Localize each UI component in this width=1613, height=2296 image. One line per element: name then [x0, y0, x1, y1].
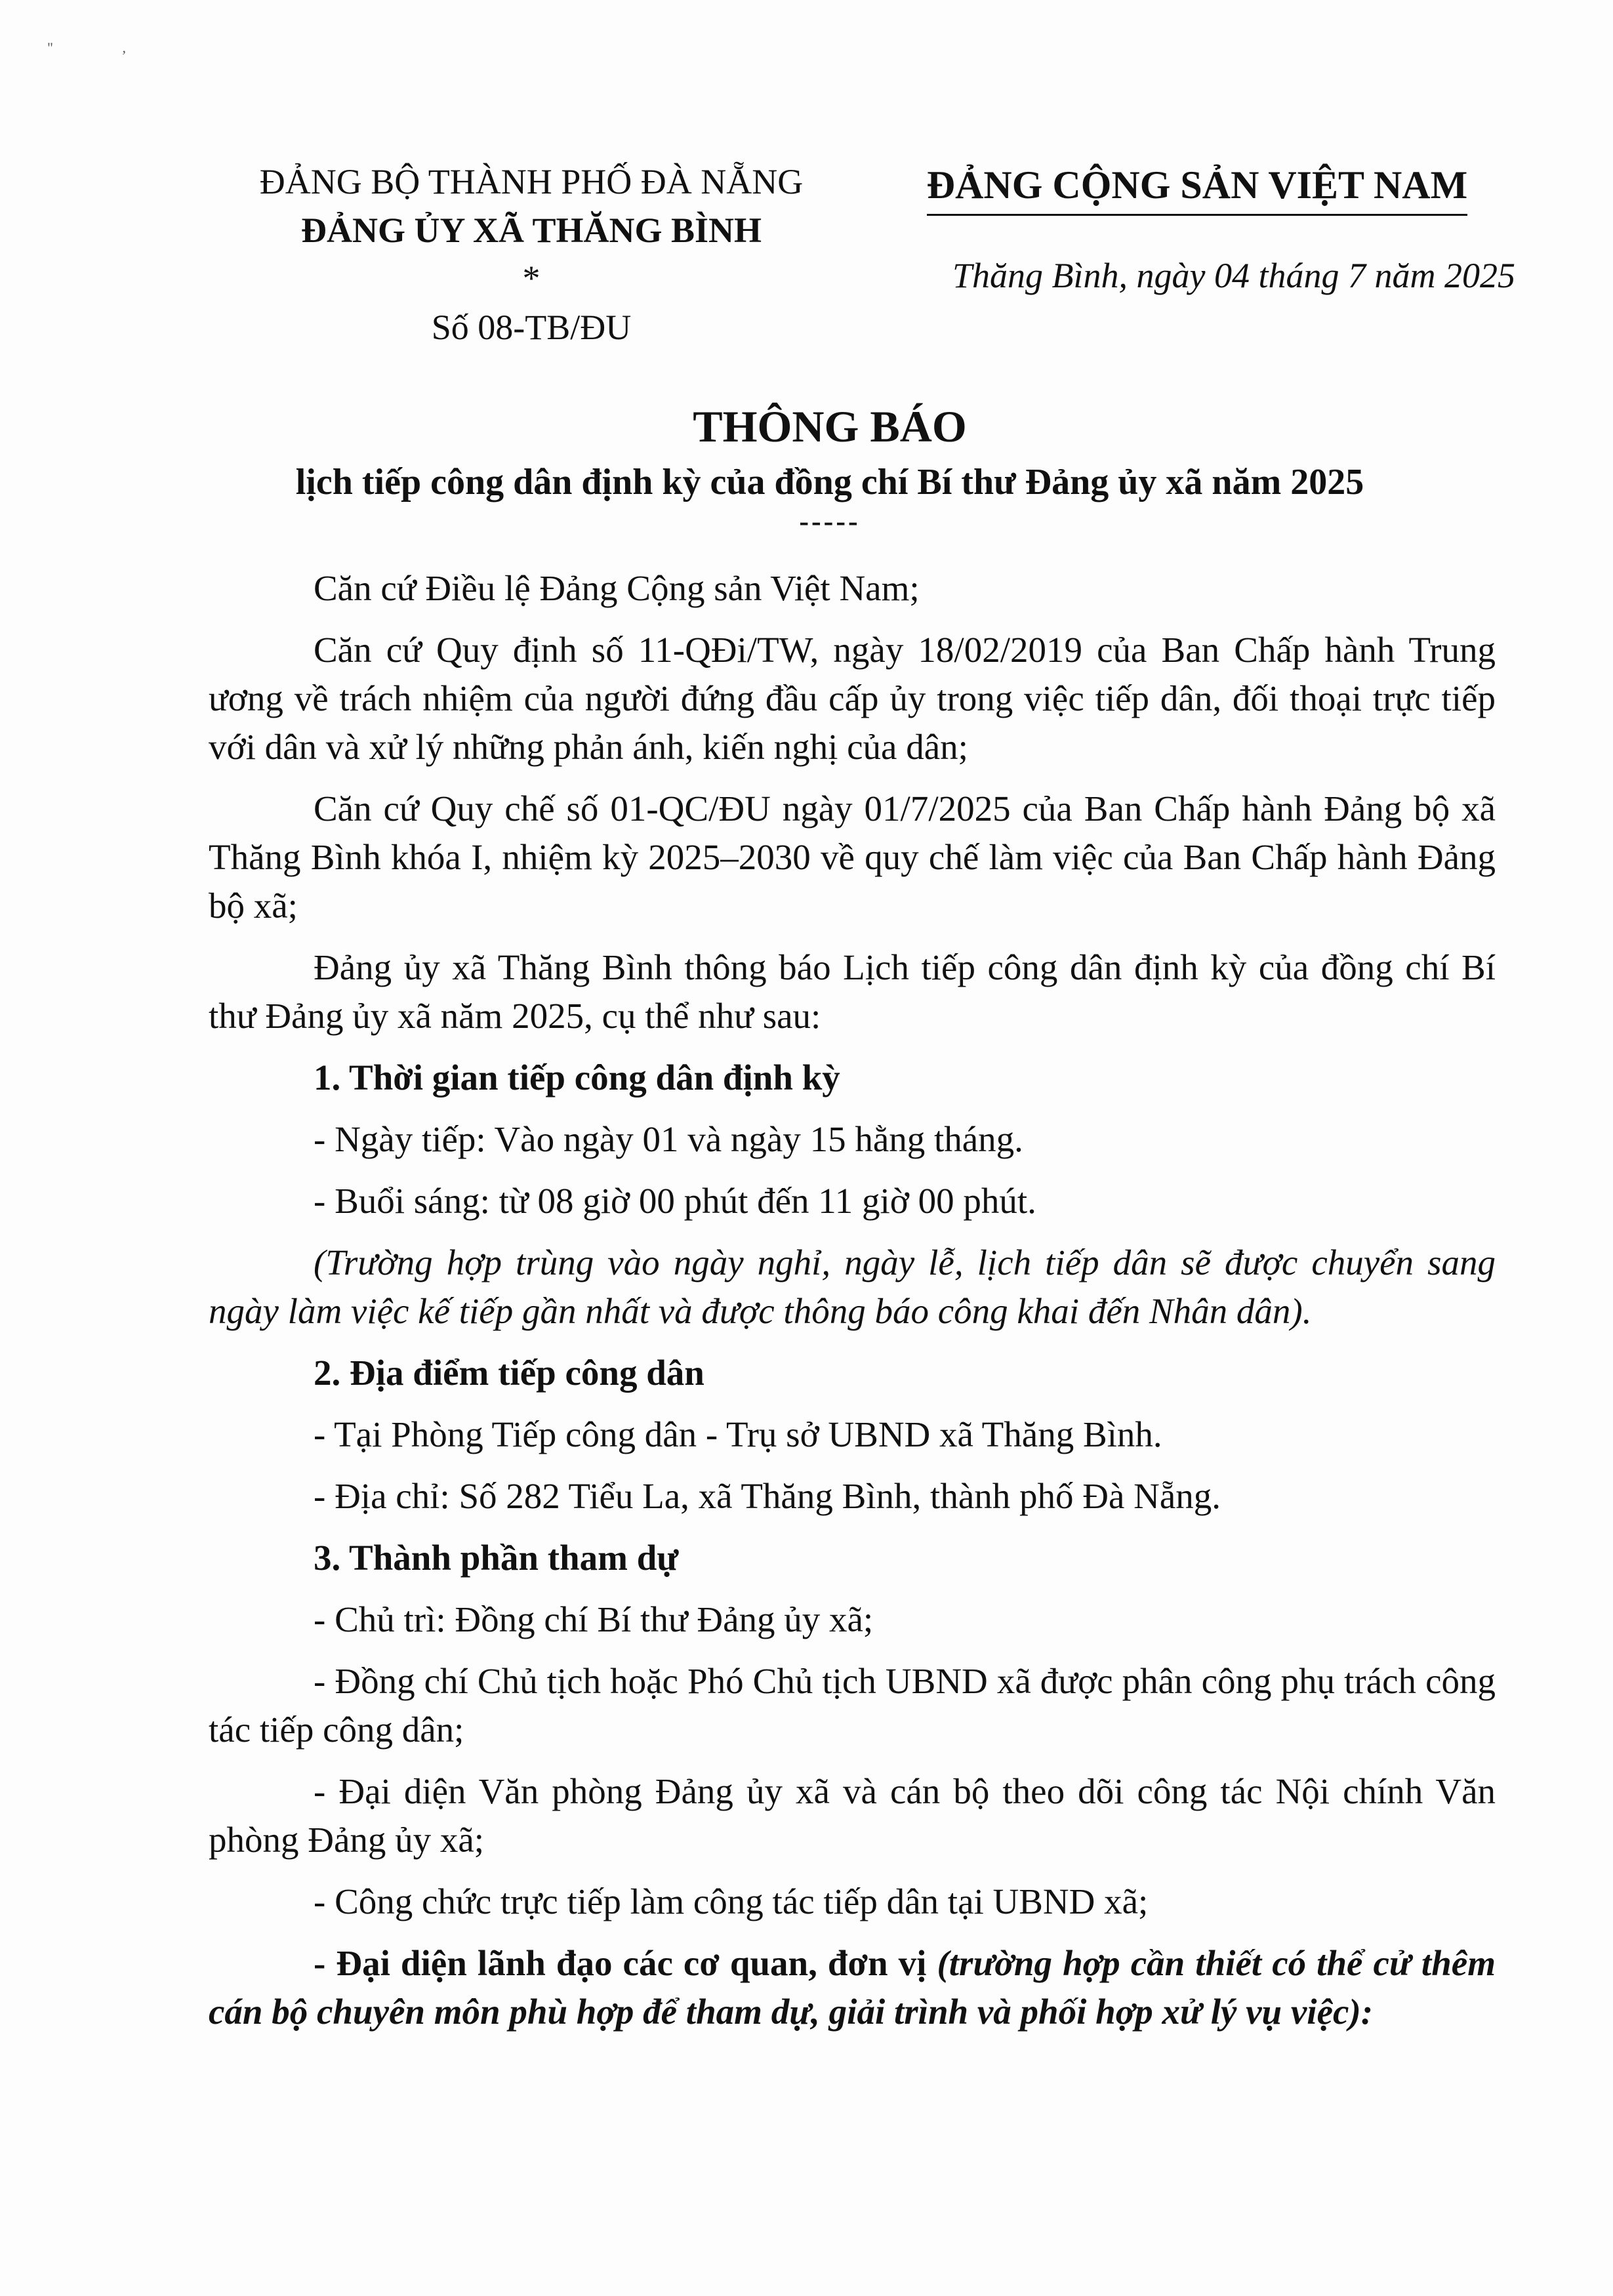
reception-days: - Ngày tiếp: Vào ngày 01 và ngày 15 hằng tháng.	[314, 1119, 1023, 1159]
basis-charter: Căn cứ Điều lệ Đảng Cộng sản Việt Nam;	[314, 568, 920, 608]
scan-speck: " ,	[47, 39, 159, 56]
participant-leaders-label: - Đại diện lãnh đạo các cơ quan, đơn vị	[314, 1943, 927, 1983]
separator-star: *	[522, 258, 541, 298]
basis-working-rules: Căn cứ Quy chế số 01-QC/ĐU ngày 01/7/2025 của Ban Chấp hành Đảng bộ xã Thăng Bình khóa I, nhiệm kỳ 2025–2030 về quy chế làm việc của Ban Chấp hành Đảng bộ xã;	[209, 789, 1496, 926]
section-3-heading: 3. Thành phần tham dự	[314, 1538, 679, 1578]
announcement-intro: Đảng ủy xã Thăng Bình thông báo Lịch tiếp công dân định kỳ của đồng chí Bí thư Đảng ủy xã năm 2025, cụ thể như sau:	[209, 947, 1496, 1036]
section-1-heading: 1. Thời gian tiếp công dân định kỳ	[314, 1057, 840, 1097]
title-divider: -----	[799, 505, 861, 537]
participant-leaders-note: (trường hợp cần thiết có thể cử thêm cán bộ chuyên môn phù hợp để tham dự, giải trình và phối hợp xử lý vụ việc):	[209, 1943, 1496, 2032]
document-number: Số 08-TB/ĐU	[431, 308, 632, 347]
holiday-note: (Trường hợp trùng vào ngày nghỉ, ngày lễ, lịch tiếp dân sẽ được chuyển sang ngày làm việc kế tiếp gần nhất và được thông báo công khai đến Nhân dân).	[209, 1242, 1496, 1331]
party-name: ĐẢNG CỘNG SẢN VIỆT NAM	[927, 157, 1468, 216]
issuer-block	[197, 157, 866, 352]
place-date: Thăng Bình, ngày 04 tháng 7 năm 2025	[952, 256, 1515, 295]
issuer-org: ĐẢNG ỦY XÃ THĂNG BÌNH	[300, 211, 762, 250]
participant-chairman: - Đồng chí Chủ tịch hoặc Phó Chủ tịch UBND xã được phân công phụ trách công tác tiếp công dân;	[209, 1661, 1496, 1750]
issuer-parent-org: ĐẢNG BỘ THÀNH PHỐ ĐÀ NẴNG	[259, 162, 804, 201]
participant-office: - Đại diện Văn phòng Đảng ủy xã và cán bộ theo dõi công tác Nội chính Văn phòng Đảng ủy xã;	[209, 1771, 1496, 1860]
participant-leaders	[209, 1939, 1496, 2036]
reception-place: - Tại Phòng Tiếp công dân - Trụ sở UBND xã Thăng Bình.	[314, 1414, 1162, 1454]
document-subtitle: lịch tiếp công dân định kỳ của đồng chí Bí thư Đảng ủy xã năm 2025	[295, 462, 1364, 502]
national-header	[872, 157, 1522, 296]
basis-regulation: Căn cứ Quy định số 11-QĐi/TW, ngày 18/02/2019 của Ban Chấp hành Trung ương về trách nhiệm của người đứng đầu cấp ủy trong việc tiếp dân, đối thoại trực tiếp với dân và xử lý những phản ánh, kiến nghị của dân;	[209, 630, 1496, 767]
reception-address: - Địa chỉ: Số 282 Tiểu La, xã Thăng Bình, thành phố Đà Nẵng.	[314, 1476, 1221, 1516]
document-body	[209, 564, 1496, 2049]
participant-chair: - Chủ trì: Đồng chí Bí thư Đảng ủy xã;	[314, 1599, 874, 1639]
section-2-heading: 2. Địa điểm tiếp công dân	[314, 1353, 704, 1393]
document-title-block	[131, 397, 1528, 535]
reception-hours: - Buổi sáng: từ 08 giờ 00 phút đến 11 giờ 00 phút.	[314, 1181, 1036, 1221]
participant-staff: - Công chức trực tiếp làm công tác tiếp dân tại UBND xã;	[314, 1881, 1149, 1921]
document-title: THÔNG BÁO	[693, 401, 967, 451]
